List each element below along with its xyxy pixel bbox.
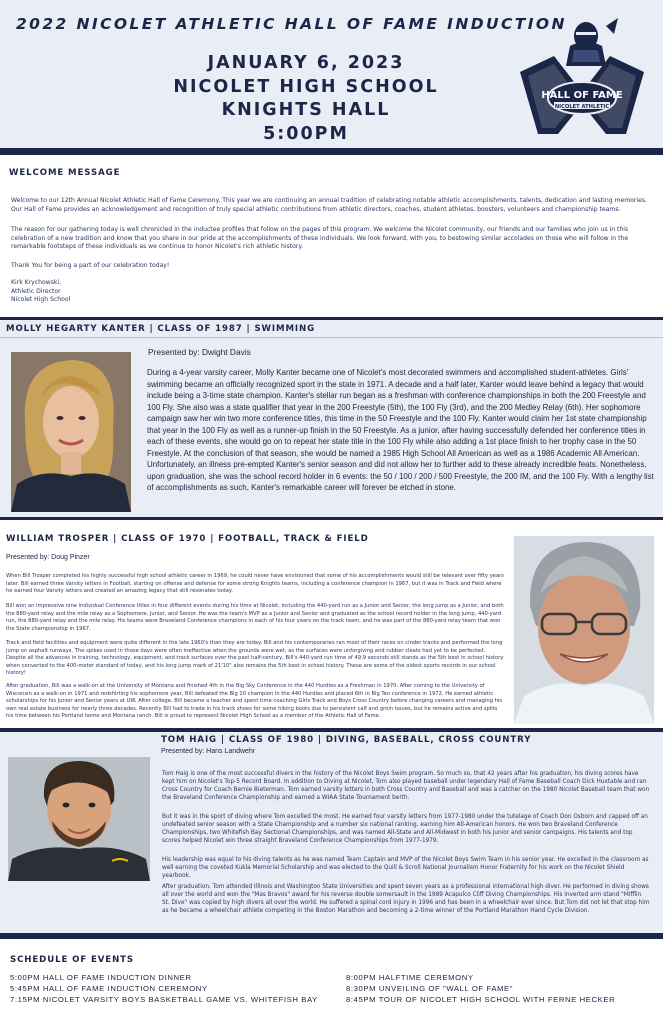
welcome-paragraph-2: The reason for our gathering today is well chronicled in the inductee profiles that follow on the pages of this program. We welcome the Nicolet community, our friends and our families who join us in this celebration of a new tradition and know that you share in our pride at the accomplishments of these individuals. We look forward, with you, to bestowing similar accolades on those who will follow in the remarkable footsteps of these individuals as we continue to honor Nicolet's rich athletic history. bbox=[11, 226, 629, 251]
program-header bbox=[0, 0, 663, 148]
inductee-haig-presenter: Presented by: Hans Landwehr bbox=[161, 748, 256, 755]
event-school: NICOLET HIGH SCHOOL bbox=[173, 76, 439, 97]
kanter-portrait bbox=[11, 352, 131, 512]
inductee-trosper-bio-1: When Bill Trosper completed his highly successful high school athletic career in 1969, he could never have envisioned that some of his accomplishments would still be relevant over fifty years later. Bill earned three Varsity letters in Football, starting on offense and defense for some strong Knights teams, including a conference champion in 1967, but it was in Track and Field where he earned four Varsity letters and created an amazing legacy that still resonates today. bbox=[6, 573, 504, 594]
inductee-trosper-bio-4: After graduation, Bill was a walk-on at the University of Montana and finished 4th in the Big Sky Conference in the 440 Hurdles as a Freshman in 1970. After coming to the University of Wisconsin as a walk-on in 1971 and redshirting his sophomore year, Bill defeated the Big 10 champion in the 440 Hurdles and placed 6th in Big Ten conference in 1972. He earned athletic scholarships for his Junior and Senior years at UW. After college, Bill became a teacher and spent time coaching Girls Track and Boys Cross Country before changing careers and managing his own real estate business for nearly three decades. Recently Bill had to trade in his track shoes for some hiking boots due to persistent calf and groin issues, but he remains active and splits his time between his Portland home and Montana ranch. Bill is proud to represent Nicolet High School as a member of the Athletic Hall of Fame. bbox=[6, 683, 503, 719]
schedule-item: 5:45PM HALL OF FAME INDUCTION CEREMONY bbox=[10, 984, 208, 993]
schedule-heading: SCHEDULE OF EVENTS bbox=[10, 955, 135, 965]
event-details bbox=[154, 52, 458, 146]
schedule-item: 8:00PM HALFTIME CEREMONY bbox=[346, 973, 474, 982]
event-time: 5:00PM bbox=[263, 123, 349, 144]
trosper-portrait bbox=[514, 536, 654, 724]
signature-school: Nicolet High School bbox=[11, 296, 71, 304]
event-venue: KNIGHTS HALL bbox=[221, 100, 391, 120]
schedule-item: 8:30PM UNVEILING OF "WALL OF FAME" bbox=[346, 984, 514, 993]
knight-logo-icon bbox=[514, 16, 650, 138]
welcome-paragraph-1: Welcome to our 12th Annual Nicolet Athletic Hall of Fame Ceremony. This year we are continuing an annual tradition of celebrating notable athletic accomplishments, talents, dedication and lasting memories. Our Hall of Fame provides an acknowledgement and recognition of truly special athletic contributions from athletic directors, coaches, student athletes, boosters, volunteers and championship teams. bbox=[11, 197, 647, 213]
inductee-trosper-bio-3: Track and field facilities and equipment were quite different in the late 1960's than they are today. Bill and his contemporaries ran most of their races on cinder tracks and performed the long jump on asphalt runways. The spikes used in those days were often ineffective when the grounds were wet, as the surfaces were unforgiving and rubber cleats had yet to be perfected. Despite all the advances in training, technology, equipment, and track surfaces over the past half-century, Bill's 440-yard run time of 49.9 seconds still stands as the 5th best in school history when converted to the 400-meter standard of today, and his long jump mark of 21'10" also remains the 5th best in school history. These are some of the oldest sports records in our school history! bbox=[6, 640, 504, 676]
haig-portrait bbox=[8, 757, 150, 881]
inductee-kanter-presenter: Presented by: Dwight Davis bbox=[148, 347, 251, 357]
inductee-haig-bio-3: His leadership was equal to his diving talents as he was named Team Captain and MVP of the Nicolet Boys Swim Team in his senior year. He excelled in the classroom as well earning the coveted Kukla Memorial Scholarship and was elected to the Quill & Scroll National Journalism Honor Fraternity for his work on the Nicolet Shield yearbook. bbox=[162, 857, 649, 879]
inductee-trosper-presenter: Presented by: Doug Pinzer bbox=[6, 554, 90, 561]
inductee-haig-bio-4: After graduation, Tom attended Illinois and Washington State Universities and spent seven years as a professional international high diver. He performed in diving shows all over the world and won the "Mas Bravos" award for his reverse double somersault in the 1989 Acapulco Cliff Diving Championships. His inverted arm stand "Mifflin St. Dive" was copied by high divers all over the world. He suffered a spinal cord injury in 1996 and has been in a wheelchair ever since. But Tom did not let that stop him as he became a wheelchair athlete competing in the Boston Marathon and becoming a 2-time winner of the Portland Marathon Hand Cycle Division. bbox=[162, 884, 650, 914]
inductee-trosper-bio-2: Bill won an impressive nine individual Conference titles in four different events during his time at Nicolet, including the 440-yard run as a Junior and Senior, the long jump as a Junior, and both the 880-yard relay and the mile relay as a Sophomore, Junior, and Senior. He was the team's MVP as a Junior and Senior and graduated as the school record holder in the long jump, 440-yard run, the 880-yard relay and the mile relay. His teams were Braveland Conference champions in each of his four years on the track team, and he was part of the 880-yard relay team that won the State championship in 1967. bbox=[6, 603, 504, 632]
schedule-item: 7:15PM NICOLET VARSITY BOYS BASKETBALL GAME VS. WHITEFISH BAY bbox=[10, 995, 318, 1004]
header-divider bbox=[0, 148, 663, 155]
inductee-kanter-bio: During a 4-year varsity career, Molly Kanter became one of Nicolet's most decorated swimmers and accomplished student-athletes. Girls' swimming became an officially recognized sport in the state in 1971. A decade and a half later, Kanter would leave behind a legacy that would include being a 3-time state champion. Kanter's stellar run began as a freshman with conference championships in both the 200 Freestyle and 100 Fly. She also was a state qualifier that year in the 200 Freestyle (5th), the 100 Fly (3rd), and the 200 Medley Relay (6th). Her sophomore campaign saw her win two more conference titles, this time in the 50 Freestyle and the 100 Fly. Kanter would claim her 1st state championship that year in the 100 Fly as well as a runner-up finish in the 50 Freestyle. As a junior, after having successfully defended her conference titles in each of these events, she would go on to repeat her state title in the 100 Fly while also adding a 1st place finish to her trophy case in the 50 Freestyle. At the conclusion of that season, she would be named a 1985 High School All American as well as a 1986 Academic All American. Unfortunately, an illness pre-empted Kanter's senior season and did not allow her to further add to these already incredible feats. Nonetheless, upon graduation, she was the school record holder in 6 events: the 50 / 100 / 200 / 500 Freestyle, the 200 IM, and the 100 Fly. With a lengthy list of accomplishments as such, Kanter's remarkable career will forever be etched in stone. bbox=[147, 368, 654, 492]
welcome-paragraph-3: Thank You for being a part of our celebration today! bbox=[11, 262, 170, 269]
schedule-item: 5:00PM HALL OF FAME INDUCTION DINNER bbox=[10, 973, 192, 982]
event-date: JANUARY 6, 2023 bbox=[207, 53, 405, 73]
signature-name: Kirk Krychowski, bbox=[11, 279, 62, 286]
signature-title: Athletic Director bbox=[11, 287, 61, 295]
welcome-signature bbox=[11, 279, 70, 305]
program-title: 2022 NICOLET ATHLETIC HALL OF FAME INDUCTION bbox=[16, 15, 567, 33]
welcome-heading: WELCOME MESSAGE bbox=[9, 168, 121, 178]
inductee-haig-bio-1: Tom Haig is one of the most successful divers in the history of the Nicolet Boys Swim program. So much so, that 42 years after his graduation, his diving scores have kept him on Nicolet's Top-5 Record Board. In addition to Diving at Nicolet, Tom also played baseball under legendary Hall of Fame Baseball Coach Dick Huxtable and ran Cross Country for Coach Bernie Bieterman. Tom earned varsity letters in both Cross Country and Baseball and was a catcher on the 1980 Nicolet Baseball team that won the Braveland Conference Championship and earned a WIAA State Tournament berth. bbox=[162, 771, 650, 801]
inductee-haig-heading: TOM HAIG | CLASS OF 1980 | DIVING, BASEBALL, CROSS COUNTRY bbox=[161, 735, 532, 745]
logo-subtext: NICOLET ATHLETIC bbox=[554, 104, 610, 110]
inductee-trosper-heading: WILLIAM TROSPER | CLASS OF 1970 | FOOTBALL, TRACK & FIELD bbox=[6, 534, 369, 544]
inductee-haig-bio-2: But it was in the sport of diving where Tom excelled the most. He earned four varsity letters from 1977-1980 under the tutelage of Coach Don Osborn and capped off an undefeated senior season with a State Championship and a number six national ranking, earning him All-American honors. He won two Braveland Conference Championships, two Whitefish Bay Sectional Championships, and was named All-State and All-Midwest in both his junior and senior campaigns. His talents and top scores helped Nicolet win three straight Braveland Conference Championships from 1977-1979. bbox=[162, 814, 648, 844]
schedule-item: 8:45PM TOUR OF NICOLET HIGH SCHOOL WITH FERNE HECKER bbox=[346, 995, 616, 1004]
logo-text: HALL OF FAME bbox=[541, 90, 623, 101]
heading-rule bbox=[0, 337, 663, 338]
inductee-kanter-heading: MOLLY HEGARTY KANTER | CLASS OF 1987 | SWIMMING bbox=[6, 324, 316, 334]
